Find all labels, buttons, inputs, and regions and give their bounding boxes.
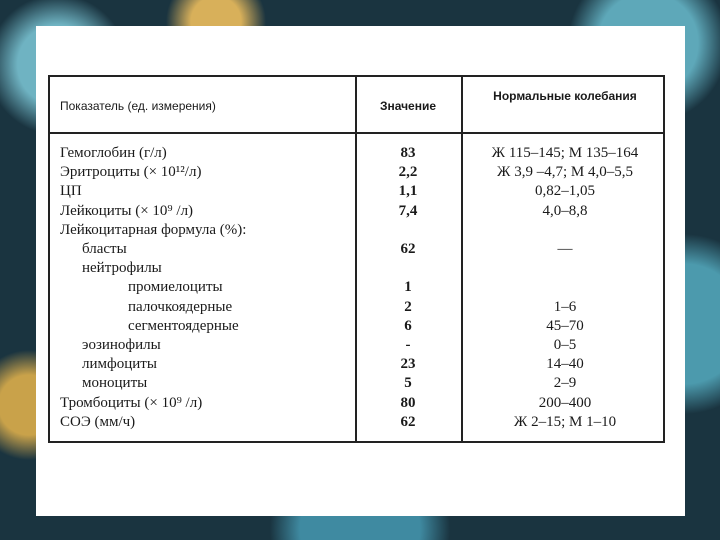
row-norm: 14–40 [546, 356, 584, 373]
table-row [50, 241, 663, 260]
header-divider [50, 132, 663, 134]
row-norm: 1–6 [553, 298, 577, 315]
row-label: бласты [82, 241, 127, 257]
row-value: 62 [400, 413, 416, 430]
row-norm: Ж 2–15; М 1–10 [513, 413, 617, 430]
row-label: лимфоциты [82, 356, 157, 373]
row-value: 5 [404, 375, 412, 392]
table-row [50, 356, 663, 375]
row-label: нейтрофилы [82, 260, 162, 277]
row-norm: 4,0–8,8 [542, 202, 588, 219]
row-label: Лейкоцитарная формула (%): [60, 221, 247, 238]
table-row [50, 145, 663, 164]
header-norm: Нормальные колебания [493, 89, 637, 103]
row-norm: 2–9 [553, 375, 577, 392]
row-norm: 0–5 [553, 337, 577, 353]
row-label: эозинофилы [82, 337, 161, 353]
row-value: 62 [400, 241, 416, 257]
header-value: Значение [379, 99, 437, 113]
row-norm: 0,82–1,05 [535, 183, 595, 200]
row-norm: — [557, 241, 573, 257]
table-row [50, 279, 663, 298]
table-row [50, 164, 663, 183]
blood-test-table [48, 75, 665, 443]
row-value: 6 [404, 317, 412, 334]
row-label: Лейкоциты (× 10⁹ /л) [60, 202, 194, 219]
table-row [50, 395, 663, 414]
row-label: Эритроциты (× 10¹²/л) [60, 164, 202, 181]
row-value: 80 [400, 394, 416, 411]
row-value: 1 [404, 279, 412, 296]
table-row [50, 318, 663, 337]
row-label: Тромбоциты (× 10⁹ /л) [60, 394, 203, 411]
table-row [50, 414, 663, 433]
table-row [50, 375, 663, 394]
row-label: Гемоглобин (г/л) [60, 145, 167, 161]
row-value: 7,4 [398, 202, 418, 219]
table-row [50, 203, 663, 222]
row-value: 2 [404, 298, 412, 315]
row-label: палочкоядерные [128, 298, 233, 315]
row-label: сегментоядерные [128, 317, 239, 334]
row-norm: 200–400 [538, 394, 592, 411]
row-value: 1,1 [398, 183, 418, 200]
row-norm: 45–70 [546, 317, 584, 334]
table-row [50, 183, 663, 202]
table-row [50, 260, 663, 279]
row-norm: Ж 115–145; М 135–164 [491, 145, 639, 161]
row-label: СОЭ (мм/ч) [60, 413, 136, 430]
row-label: промиелоциты [128, 279, 223, 296]
row-label: ЦП [60, 183, 82, 200]
row-value: 83 [400, 145, 416, 161]
table-row [50, 299, 663, 318]
row-value: - [405, 337, 411, 353]
table-row [50, 222, 663, 241]
row-label: моноциты [82, 375, 148, 392]
table-row [50, 337, 663, 356]
row-value: 23 [400, 356, 416, 373]
header-param: Показатель (ед. измерения) [60, 99, 216, 113]
row-norm: Ж 3,9 –4,7; М 4,0–5,5 [497, 164, 633, 181]
row-value: 2,2 [398, 164, 418, 181]
